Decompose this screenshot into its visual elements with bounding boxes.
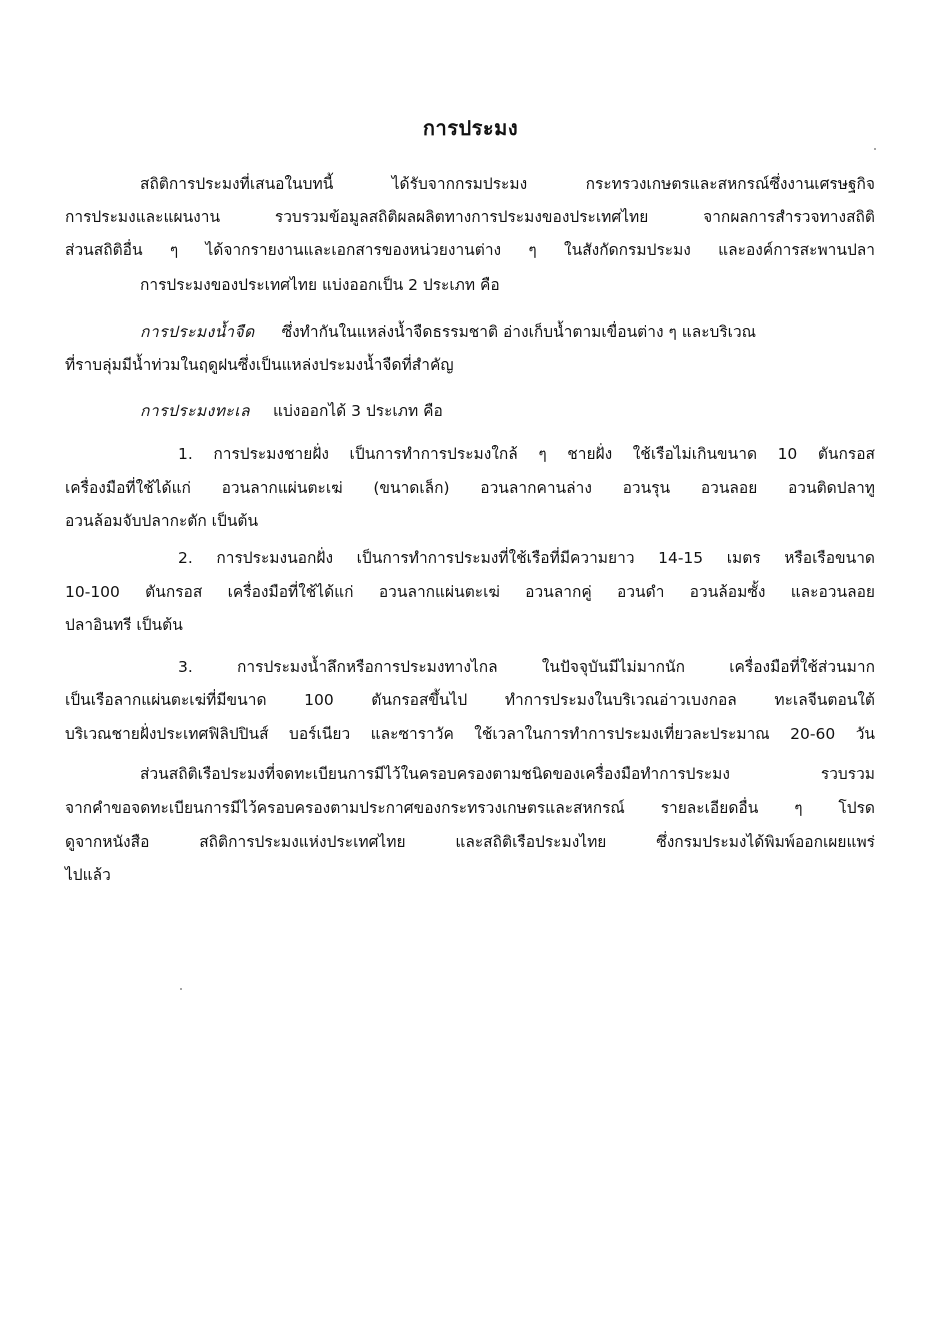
scan-speck bbox=[874, 148, 876, 150]
item-1-line-1: 1. การประมงชายฝั่ง เป็นการทำการประมงใกล้ ๆ ชายฝั่ง ใช้เรือไม่เกินขนาด 10 ตันกรอส bbox=[178, 445, 875, 463]
closing-line-1: ส่วนสถิติเรือประมงที่จดทะเบียนการมีไว้ในครอบครองตามชนิดของเครื่องมือทำการประมง รวบรวม bbox=[140, 765, 875, 783]
intro-line-3: ส่วนสถิติอื่น ๆ ได้จากรายงานและเอกสารของหน่วยงานต่าง ๆ ในสังกัดกรมประมง และองค์การสะพานปลา bbox=[65, 241, 875, 259]
types-intro: การประมงของประเทศไทย แบ่งออกเป็น 2 ประเภท คือ bbox=[140, 276, 500, 294]
item-2-line-3: ปลาอินทรี เป็นต้น bbox=[65, 616, 183, 634]
item-1-line-2: เครื่องมือที่ใช้ได้แก่ อวนลากแผ่นตะเฆ่ (ขนาดเล็ก) อวนลากคานล่าง อวนรุน อวนลอย อวนติดปลาทู bbox=[65, 479, 875, 497]
item-2-line-1: 2. การประมงนอกฝั่ง เป็นการทำการประมงที่ใช้เรือที่มีความยาว 14-15 เมตร หรือเรือขนาด bbox=[178, 549, 875, 567]
closing-line-2: จากคำขอจดทะเบียนการมีไว้ครอบครองตามประกาศของกระทรวงเกษตรและสหกรณ์ รายละเอียดอื่น ๆ โปรด bbox=[65, 799, 875, 817]
closing-line-3: ดูจากหนังสือ สถิติการประมงแห่งประเทศไทย และสถิติเรือประมงไทย ซึ่งกรมประมงได้พิมพ์ออกเผยแพร่ bbox=[65, 833, 875, 851]
page-title: การประมง bbox=[422, 116, 519, 140]
marine-heading: การประมงทะเล bbox=[140, 402, 251, 420]
closing-line-4: ไปแล้ว bbox=[65, 866, 111, 884]
intro-line-1: สถิติการประมงที่เสนอในบทนี้ ได้รับจากกรมประมง กระทรวงเกษตรและสหกรณ์ซึ่งงานเศรษฐกิจ bbox=[140, 175, 875, 193]
item-1-line-3: อวนล้อมจับปลากะตัก เป็นต้น bbox=[65, 512, 259, 530]
item-3-line-1: 3. การประมงน้ำลึกหรือการประมงทางไกล ในปัจจุบันมีไม่มากนัก เครื่องมือที่ใช้ส่วนมาก bbox=[178, 658, 875, 676]
freshwater-line-2: ที่ราบลุ่มมีน้ำท่วมในฤดูฝนซึ่งเป็นแหล่งประมงน้ำจืดที่สำคัญ bbox=[65, 356, 454, 374]
item-3-line-2: เป็นเรือลากแผ่นตะเฆ่ที่มีขนาด 100 ตันกรอสขึ้นไป ทำการประมงในบริเวณอ่าวเบงกอล ทะเลจีนตอนใต้ bbox=[65, 691, 875, 709]
item-2-line-2: 10-100 ตันกรอส เครื่องมือที่ใช้ได้แก่ อวนลากแผ่นตะเฆ่ อวนลากคู่ อวนดำ อวนล้อมซั้ง และอวนลอย bbox=[65, 583, 875, 601]
freshwater-line-1 bbox=[140, 320, 875, 344]
marine-text: แบ่งออกได้ 3 ประเภท คือ bbox=[272, 402, 443, 420]
item-3-line-3: บริเวณชายฝั่งประเทศฟิลิปปินส์ บอร์เนียว และซาราวัค ใช้เวลาในการทำการประมงเที่ยวละประมาณ 20-60 วัน bbox=[65, 725, 875, 743]
freshwater-text: ซึ่งทำกันในแหล่งน้ำจืดธรรมชาติ อ่างเก็บน้ำตามเขื่อนต่าง ๆ และบริเวณ bbox=[281, 323, 757, 341]
scan-speck bbox=[180, 988, 182, 990]
intro-line-2: การประมงและแผนงาน รวบรวมข้อมูลสถิติผลผลิตทางการประมงของประเทศไทย จากผลการสำรวจทางสถิติ bbox=[65, 208, 875, 226]
freshwater-heading: การประมงน้ำจืด bbox=[140, 323, 255, 341]
marine-line bbox=[140, 399, 443, 423]
